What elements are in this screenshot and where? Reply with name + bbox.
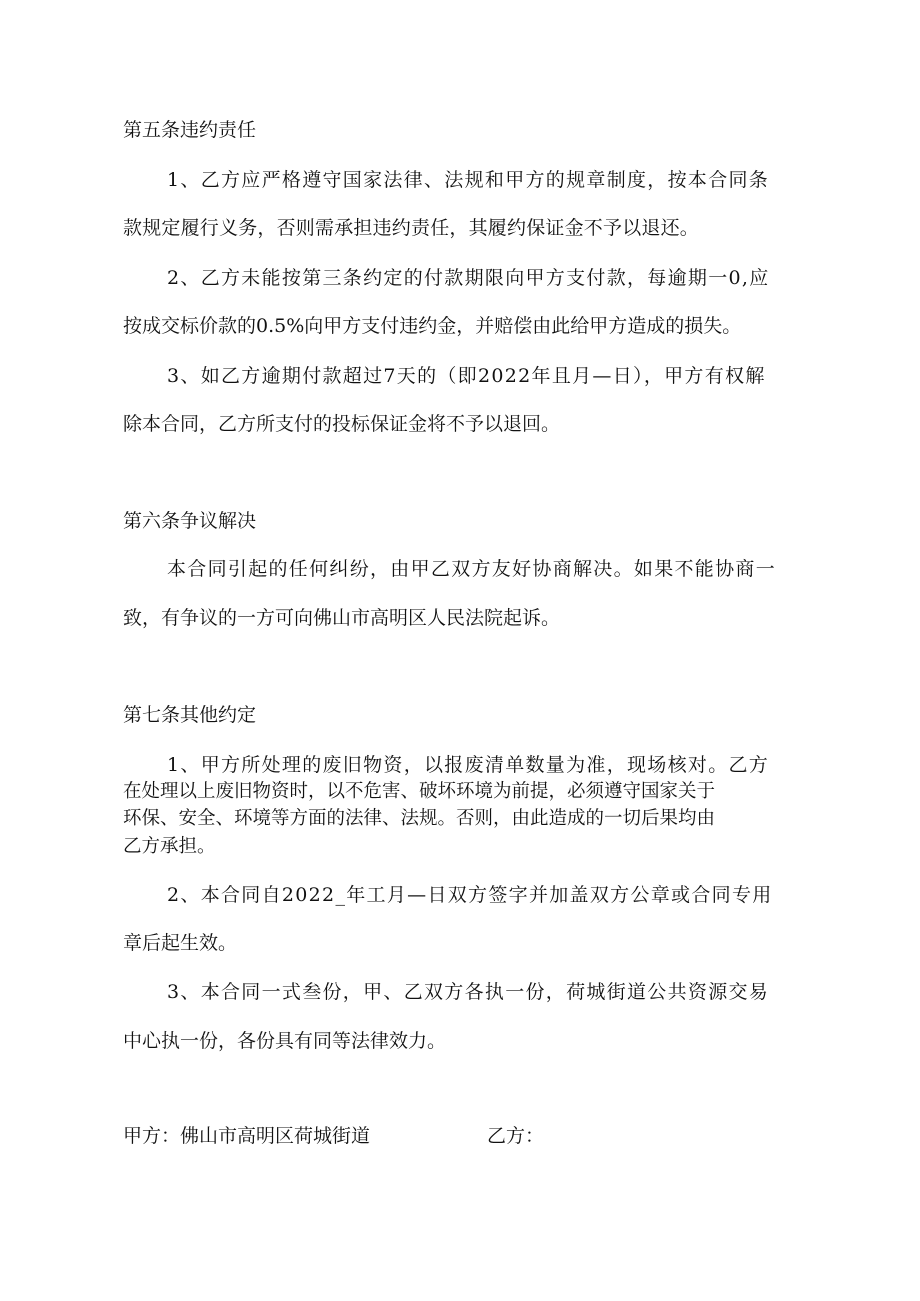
article-6-paragraph-line-2: 致，有争议的一方可向佛山市高明区人民法院起诉。 [123, 607, 561, 629]
article-5-clause-3-line-2: 除本合同，乙方所支付的投标保证金将不予以退回。 [123, 413, 561, 435]
article-7-clause-3-line-1: 3、本合同一式叁份，甲、乙双方各执一份，荷城街道公共资源交易 [167, 981, 770, 1003]
article-7-clause-2-line-2: 章后起生效。 [123, 932, 238, 954]
article-6-paragraph-line-1: 本合同引起的任何纠纷，由甲乙双方友好协商解决。如果不能协商一 [167, 558, 777, 580]
article-7-heading: 第七条其他约定 [123, 704, 257, 726]
article-7-clause-1-line-1: 1、甲方所处理的废旧物资，以报废清单数量为准，现场核对。乙方 [167, 754, 770, 776]
article-5-clause-1-line-2: 款规定履行义务，否则需承担违约责任，其履约保证金不予以退还。 [123, 217, 700, 239]
article-5-clause-3-line-1: 3、如乙方逾期付款超过7天的（即2022年且月—日），甲方有权解 [167, 365, 766, 387]
article-7-clause-1-line-4: 乙方承担。 [123, 836, 216, 857]
article-5-clause-2-line-1: 2、乙方未能按第三条约定的付款期限向甲方支付款，每逾期一0,应 [167, 267, 770, 289]
article-5-heading: 第五条违约责任 [123, 119, 257, 141]
article-6-heading: 第六条争议解决 [123, 510, 257, 532]
article-5-clause-2-line-2: 按成交标价款的0.5%向甲方支付违约金，并赔偿由此给甲方造成的损失。 [123, 315, 742, 337]
signature-party-a: 甲方：佛山市高明区荷城街道 [123, 1125, 371, 1147]
article-7-clause-1-line-2: 在处理以上废旧物资时，以不危害、破坏环境为前提，必须遵守国家关于 [123, 781, 716, 802]
signature-party-b: 乙方： [487, 1125, 545, 1147]
article-7-clause-2-line-1: 2、本合同自2022_年工月—日双方签字并加盖双方公章或合同专用 [167, 884, 773, 906]
article-7-clause-1-line-3: 环保、安全、环境等方面的法律、法规。否则，由此造成的一切后果均由 [123, 808, 716, 829]
article-7-clause-3-line-2: 中心执一份，各份具有同等法律效力。 [123, 1030, 447, 1052]
article-5-clause-1-line-1: 1、乙方应严格遵守国家法律、法规和甲方的规章制度，按本合同条 [167, 169, 770, 191]
